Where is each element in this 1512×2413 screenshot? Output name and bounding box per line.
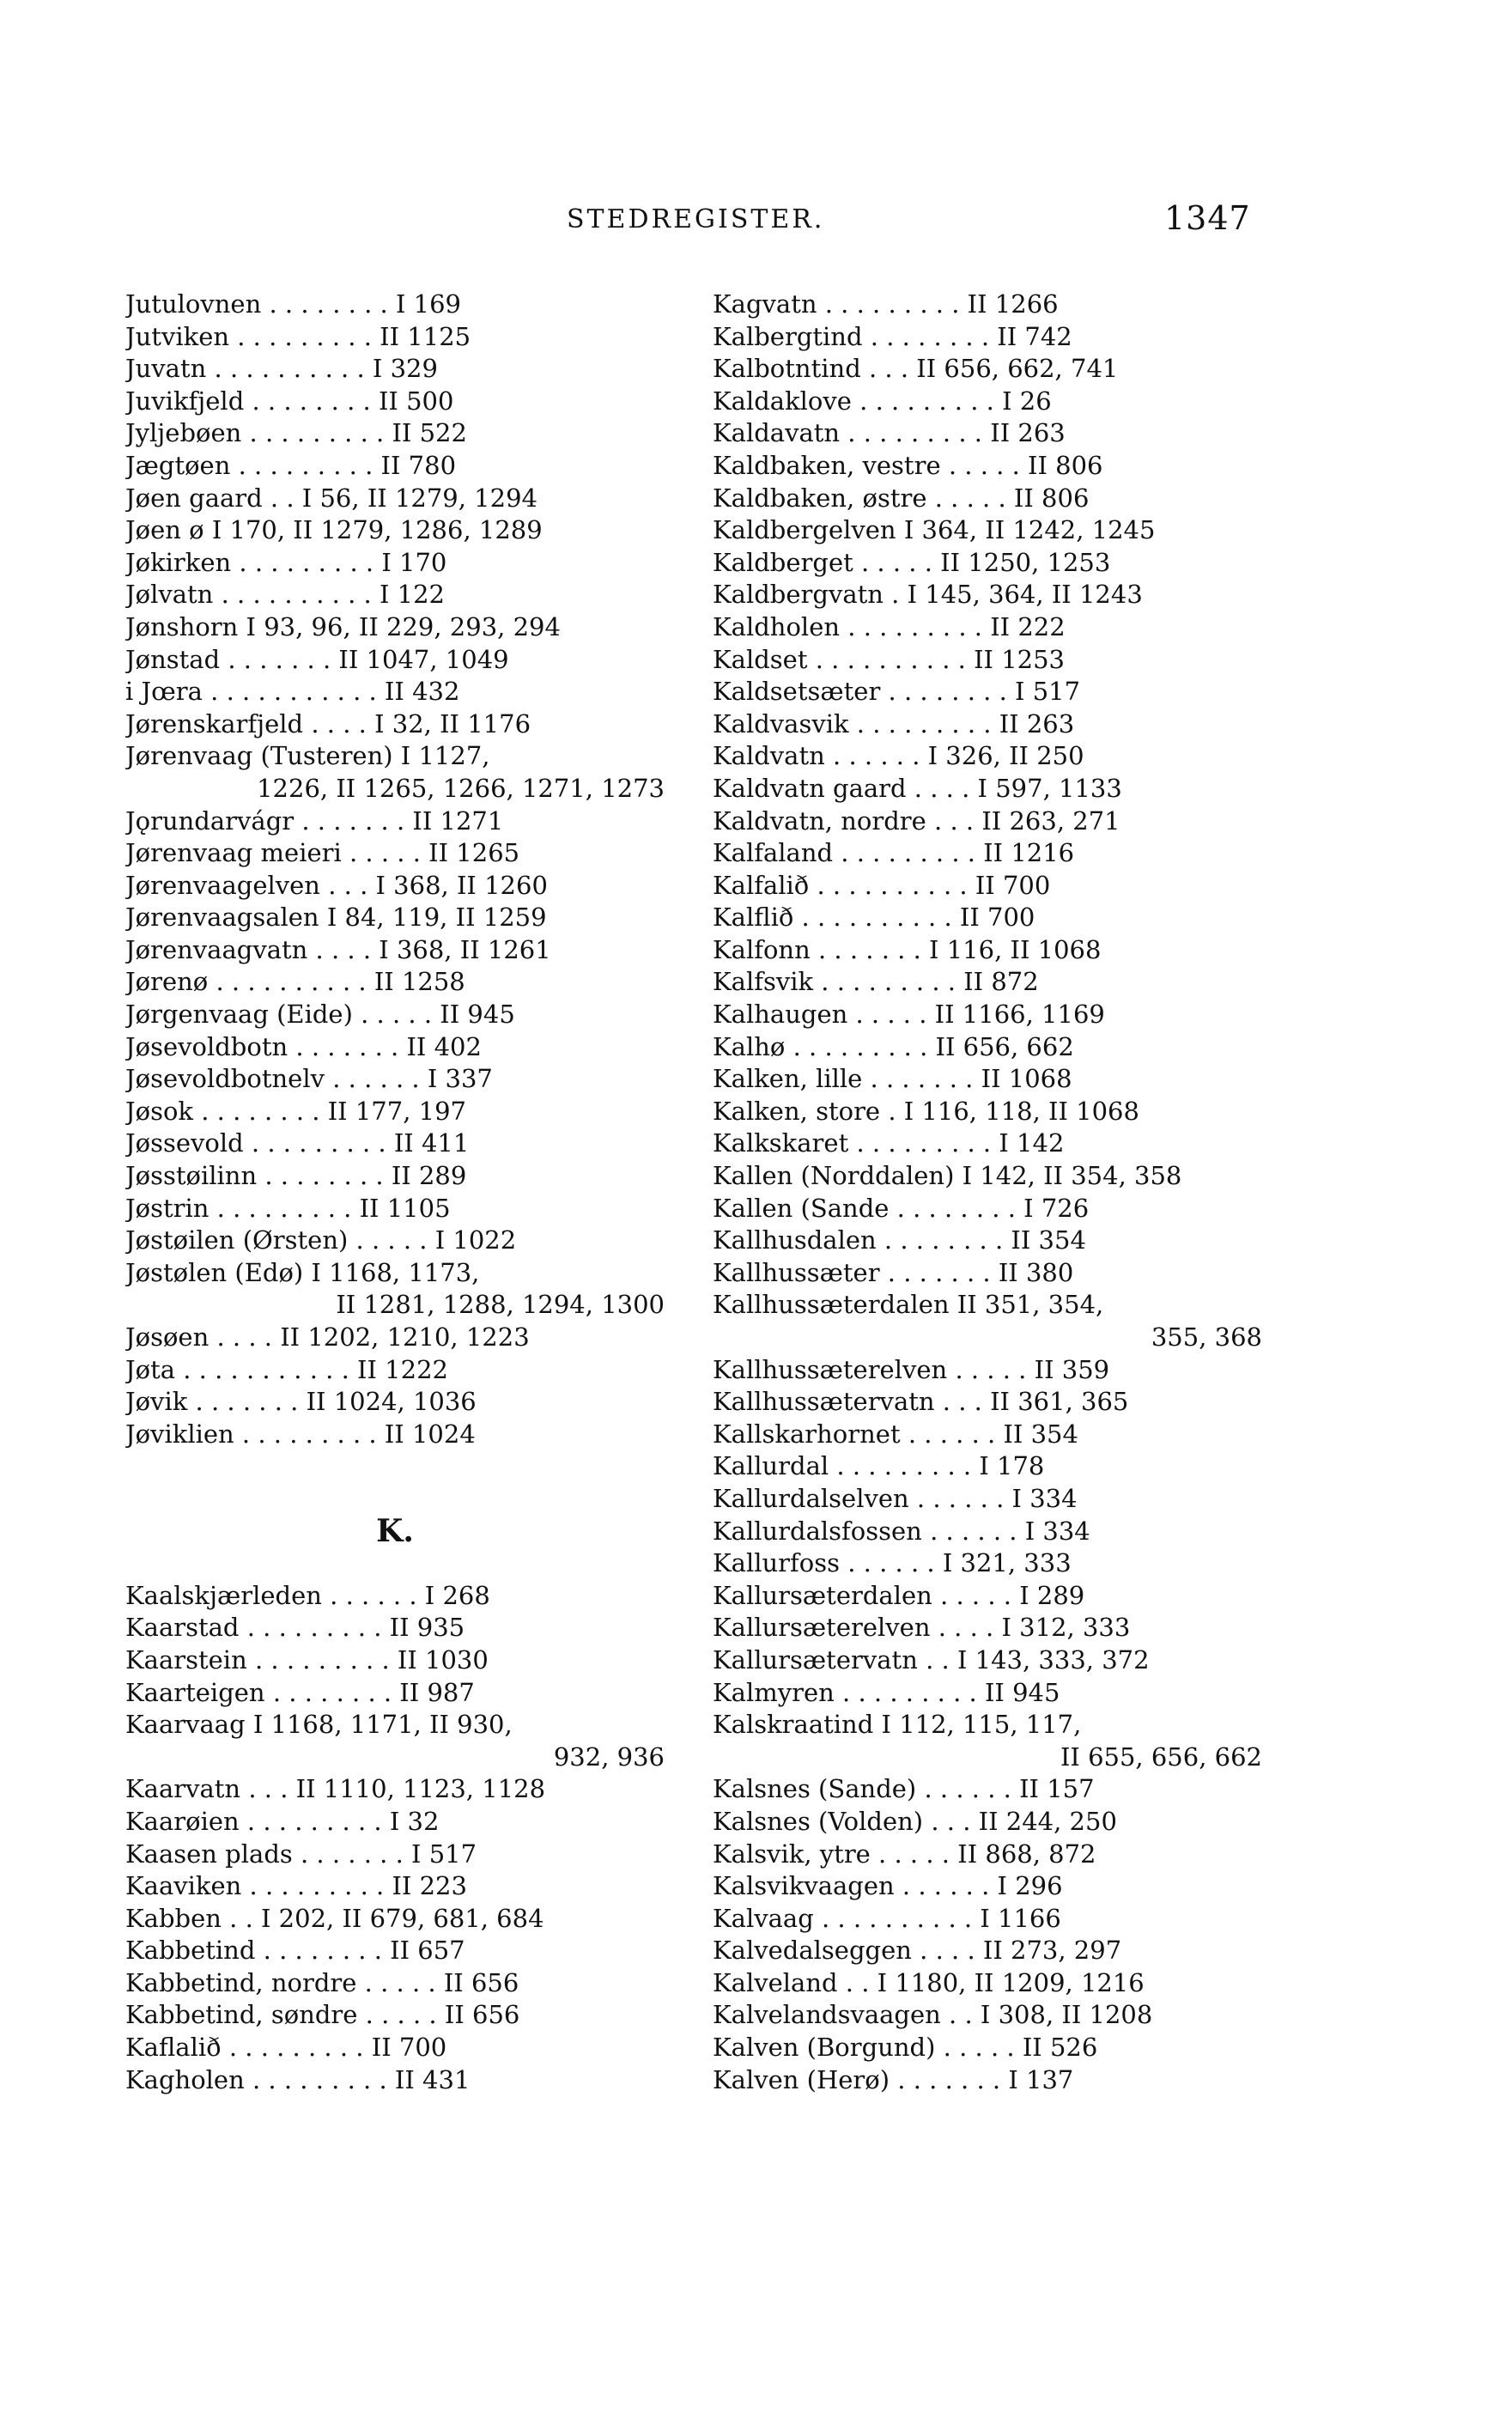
index-entry: Jøsevoldbotn . . . . . . . II 402 [125,1031,482,1061]
index-entry: Kallhussæterelven . . . . . II 359 [713,1354,1110,1384]
index-entry: Kalfaland . . . . . . . . . II 1216 [713,838,1075,868]
index-entry: Kaldholen . . . . . . . . . II 222 [713,611,1066,641]
index-entry: Kaldberget . . . . . II 1250, 1253 [713,547,1111,577]
index-entry: Kalfonn . . . . . . . I 116, II 1068 [713,934,1102,964]
index-entry: Kagholen . . . . . . . . . II 431 [125,2064,471,2094]
index-entry: II 655, 656, 662 [1060,1741,1262,1772]
index-entry: Jølvatn . . . . . . . . . . I 122 [125,580,445,610]
index-entry: Jutviken . . . . . . . . . II 1125 [125,321,471,351]
index-entry: Jutulovnen . . . . . . . . I 169 [125,289,462,319]
index-entry: Kallursæterelven . . . . I 312, 333 [713,1613,1131,1643]
index-entry: 355, 368 [1151,1322,1262,1352]
index-entry: Kaarstad . . . . . . . . . II 935 [125,1613,465,1643]
index-entry: Kaldvatn . . . . . . I 326, II 250 [713,741,1084,771]
section-heading: K. [376,1515,414,1548]
index-entry: Jørenvaagelven . . . I 368, II 1260 [125,870,548,900]
spacer [125,1547,665,1580]
index-entry: Jørgenvaag (Eide) . . . . . II 945 [125,1000,515,1030]
index-entry: Kaflalið . . . . . . . . . II 700 [125,2033,447,2063]
index-entry: Juvikfjeld . . . . . . . . II 500 [125,386,454,416]
index-entry: Jøvik . . . . . . . II 1024, 1036 [125,1387,477,1417]
index-entry: Kalsnes (Volden) . . . II 244, 250 [713,1806,1117,1836]
index-entry: Kabben . . I 202, II 679, 681, 684 [125,1903,544,1933]
index-entry: Kaarøien . . . . . . . . . I 32 [125,1806,440,1836]
page-number: 1347 [1164,199,1251,237]
index-entry: Kaldsetsæter . . . . . . . . I 517 [713,677,1081,707]
index-entry: Kaasen plads . . . . . . . I 517 [125,1839,477,1869]
index-entry: Kaaviken . . . . . . . . . II 223 [125,1871,467,1901]
index-entry: Kabbetind . . . . . . . . II 657 [125,1936,465,1966]
index-entry: Juvatn . . . . . . . . . . I 329 [125,354,438,384]
index-entry: Kalven (Borgund) . . . . . II 526 [713,2033,1098,2063]
index-entry: Kallurdalsfossen . . . . . . I 334 [713,1516,1090,1546]
index-entry: Kaldavatn . . . . . . . . . II 263 [713,418,1066,448]
index-entry: Jøen gaard . . I 56, II 1279, 1294 [125,483,537,513]
index-entry: Jøta . . . . . . . . . . . II 1222 [125,1354,448,1384]
index-entry: Kaarstein . . . . . . . . . II 1030 [125,1644,489,1675]
index-entry: Jǫrundarvágr . . . . . . . II 1271 [125,805,504,836]
index-entry: Kallursæterdalen . . . . . I 289 [713,1580,1085,1610]
index-entry: Kallhussætervatn . . . II 361, 365 [713,1387,1129,1417]
index-entry: Kalfalið . . . . . . . . . . II 700 [713,870,1051,900]
index-entry: Kaldbergvatn . I 145, 364, II 1243 [713,580,1143,610]
index-entry: Kaldbaken, vestre . . . . . II 806 [713,450,1103,480]
index-entry: Jønshorn I 93, 96, II 229, 293, 294 [125,611,561,641]
index-entry: Jøen ø I 170, II 1279, 1286, 1289 [125,515,543,545]
index-entry: Jørenvaag meieri . . . . . II 1265 [125,838,520,868]
index-entry: Jøsok . . . . . . . . II 177, 197 [125,1096,466,1126]
index-entry: Kallurdalselven . . . . . . I 334 [713,1483,1078,1513]
index-entry: Kalveland . . I 1180, II 1209, 1216 [713,1967,1145,1997]
index-entry: Jøsøen . . . . II 1202, 1210, 1223 [125,1322,530,1352]
index-entry: Kallursætervatn . . I 143, 333, 372 [713,1644,1150,1675]
index-entry: Kalsvikvaagen . . . . . . I 296 [713,1871,1063,1901]
index-entry: Kallhussæterdalen II 351, 354, [713,1290,1104,1320]
index-entry: Kaalskjærleden . . . . . . I 268 [125,1580,490,1610]
index-entry: Kalvelandsvaagen . . I 308, II 1208 [713,2000,1153,2030]
index-entry: Kabbetind, nordre . . . . . II 656 [125,1967,519,1997]
index-entry: Kallurdal . . . . . . . . . I 178 [713,1451,1045,1481]
index-entry: Kalven (Herø) . . . . . . . I 137 [713,2064,1074,2094]
index-column-right [713,289,1262,2096]
index-entry: 932, 936 [553,1741,665,1772]
index-entry: Kalflið . . . . . . . . . . II 700 [713,903,1035,933]
index-entry: Kallen (Norddalen) I 142, II 354, 358 [713,1161,1182,1191]
index-entry: Kalhø . . . . . . . . . II 656, 662 [713,1031,1074,1061]
index-entry: Jørenskarfjeld . . . . I 32, II 1176 [125,708,531,738]
index-entry: Jøsstøilinn . . . . . . . . II 289 [125,1161,467,1191]
index-entry: Jøssevold . . . . . . . . . II 411 [125,1128,470,1158]
index-entry: Kalbergtind . . . . . . . . II 742 [713,321,1072,351]
index-entry: Kaldset . . . . . . . . . . II 1253 [713,644,1066,674]
index-entry: Kaarvaag I 1168, 1171, II 930, [125,1710,513,1740]
index-entry: Jægtøen . . . . . . . . . II 780 [125,450,457,480]
index-entry: Jøstølen (Edø) I 1168, 1173, [125,1257,480,1287]
index-entry: Kalvaag . . . . . . . . . . I 1166 [713,1903,1061,1933]
index-entry: Kallen (Sande . . . . . . . . I 726 [713,1193,1090,1223]
index-entry: Kaarteigen . . . . . . . . II 987 [125,1677,475,1707]
index-entry: Kalhaugen . . . . . II 1166, 1169 [713,1000,1105,1030]
index-entry: Kabbetind, søndre . . . . . II 656 [125,2000,520,2030]
index-entry: Kalbotntind . . . II 656, 662, 741 [713,354,1119,384]
index-entry: Kagvatn . . . . . . . . . II 1266 [713,289,1059,319]
index-entry: Kalken, store . I 116, 118, II 1068 [713,1096,1139,1126]
index-entry: Kalfsvik . . . . . . . . . II 872 [713,967,1039,997]
index-entry: Kaldbergelven I 364, II 1242, 1245 [713,515,1156,545]
index-entry: Kaarvatn . . . II 1110, 1123, 1128 [125,1774,546,1804]
index-entry: Jørenvaag (Tusteren) I 1127, [125,741,490,771]
index-entry: Jøstrin . . . . . . . . . II 1105 [125,1193,451,1223]
index-entry: Jøkirken . . . . . . . . . I 170 [125,547,447,577]
index-entry: Jyljebøen . . . . . . . . . II 522 [125,418,467,448]
index-entry: Jørenvaagvatn . . . . I 368, II 1261 [125,934,551,964]
index-column-left [125,289,665,2096]
index-entry: i Jœra . . . . . . . . . . . II 432 [125,677,460,707]
index-entry: Kalvedalseggen . . . . II 273, 297 [713,1936,1122,1966]
index-entry: Kaldvasvik . . . . . . . . . II 263 [713,708,1075,738]
index-entry: Kalsnes (Sande) . . . . . . II 157 [713,1774,1095,1804]
index-entry: Kalskraatind I 112, 115, 117, [713,1710,1082,1740]
spacer [125,1483,665,1516]
spacer [125,1450,665,1483]
index-entry: Kaldvatn, nordre . . . II 263, 271 [713,805,1120,836]
index-entry: Kalkskaret . . . . . . . . . I 142 [713,1128,1065,1158]
index-entry: Jøviklien . . . . . . . . . II 1024 [125,1419,476,1449]
index-entry: Kaldaklove . . . . . . . . . I 26 [713,386,1052,416]
index-entry: Jønstad . . . . . . . II 1047, 1049 [125,644,509,674]
index-entry: Kallhussæter . . . . . . . II 380 [713,1257,1074,1287]
running-header-title: STEDREGISTER. [567,204,825,234]
index-entry: Kaldbaken, østre . . . . . II 806 [713,483,1090,513]
index-entry: Jøstøilen (Ørsten) . . . . . I 1022 [125,1225,517,1255]
index-entry: Kallskarhornet . . . . . . II 354 [713,1419,1078,1449]
index-entry: II 1281, 1288, 1294, 1300 [336,1290,665,1320]
index-entry: Jørenvaagsalen I 84, 119, II 1259 [125,903,547,933]
index-entry: Kallurfoss . . . . . . I 321, 333 [713,1548,1072,1578]
index-entry: Kalmyren . . . . . . . . . II 945 [713,1677,1060,1707]
index-entry: Jørenø . . . . . . . . . . II 1258 [125,967,465,997]
index-entry: Kalsvik, ytre . . . . . II 868, 872 [713,1839,1096,1869]
index-entry: 1226, II 1265, 1266, 1271, 1273 [257,773,665,803]
index-entry: Kaldvatn gaard . . . . I 597, 1133 [713,773,1122,803]
index-entry: Kallhusdalen . . . . . . . . II 354 [713,1225,1086,1255]
index-entry: Jøsevoldbotnelv . . . . . . I 337 [125,1064,493,1094]
index-entry: Kalken, lille . . . . . . . II 1068 [713,1064,1072,1094]
